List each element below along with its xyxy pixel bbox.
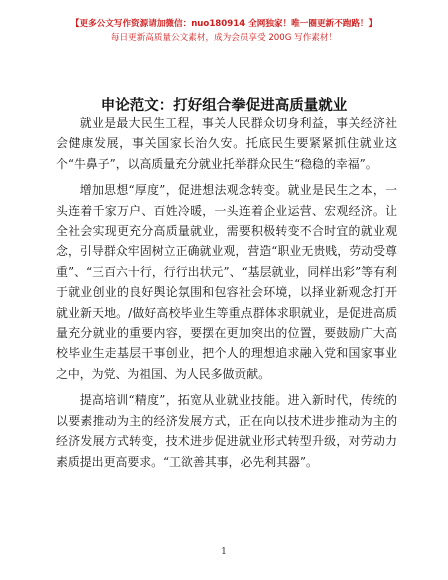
paragraph-3: 提高培训“精度”，拓宽从业就业技能。进入新时代，传统的以要素推动为主的经济发展方式，正在向以技术进步推动为主的经济发展方式转变，技术进步促进就业形式转型升级，对劳动力素质提出更高要求。“工欲善其事，必先利其器”。 — [56, 393, 397, 469]
page-number: 1 — [221, 547, 227, 557]
paragraph-1: 就业是最大民生工程，事关人民群众切身利益，事关经济社会健康发展，事关国家长治久安。托底民生要紧紧抓住就业这个“牛鼻子”，以高质量充分就业托举群众民生“稳稳的幸福”。 — [56, 116, 397, 171]
document-title: 申论范文：打好组合拳促进高质量就业 — [100, 98, 348, 114]
promo-banner-line-2: 每日更新高质量公文素材，成为会员享受 200G 写作素材！ — [110, 33, 338, 43]
promo-banner-line-1: 【更多公文写作资源请加微信：nuo180914 全网独家！唯一圈更新不跑路！】 — [70, 19, 378, 29]
paragraph-2: 增加思想“厚度”，促进想法观念转变。就业是民生之本，一头连着千家万户、百姓冷暖，一头连着企业运营、宏观经济。让全社会实现更充分高质量就业，需要积极转变不合时宜的就业观念，引导群众牢固树立正确就业观，营造“职业无贵贱，劳动受尊重”、“三百六十行，行行出状元”、“基层就业，同样出彩”等有利于就业创业的良好舆论氛围和包容社会环境，以择业新观念打开就业新天地。/做好高校毕业生等重点群体求职就业，是促进高质量充分就业的重要内容，要摆在更加突出的位置，要鼓励广大高校毕业生走基层干事创业，把个人的理想追求融入党和国家事业之中，为党、为祖国、为人民多做贡献。 — [56, 183, 397, 381]
document-body — [56, 113, 397, 478]
